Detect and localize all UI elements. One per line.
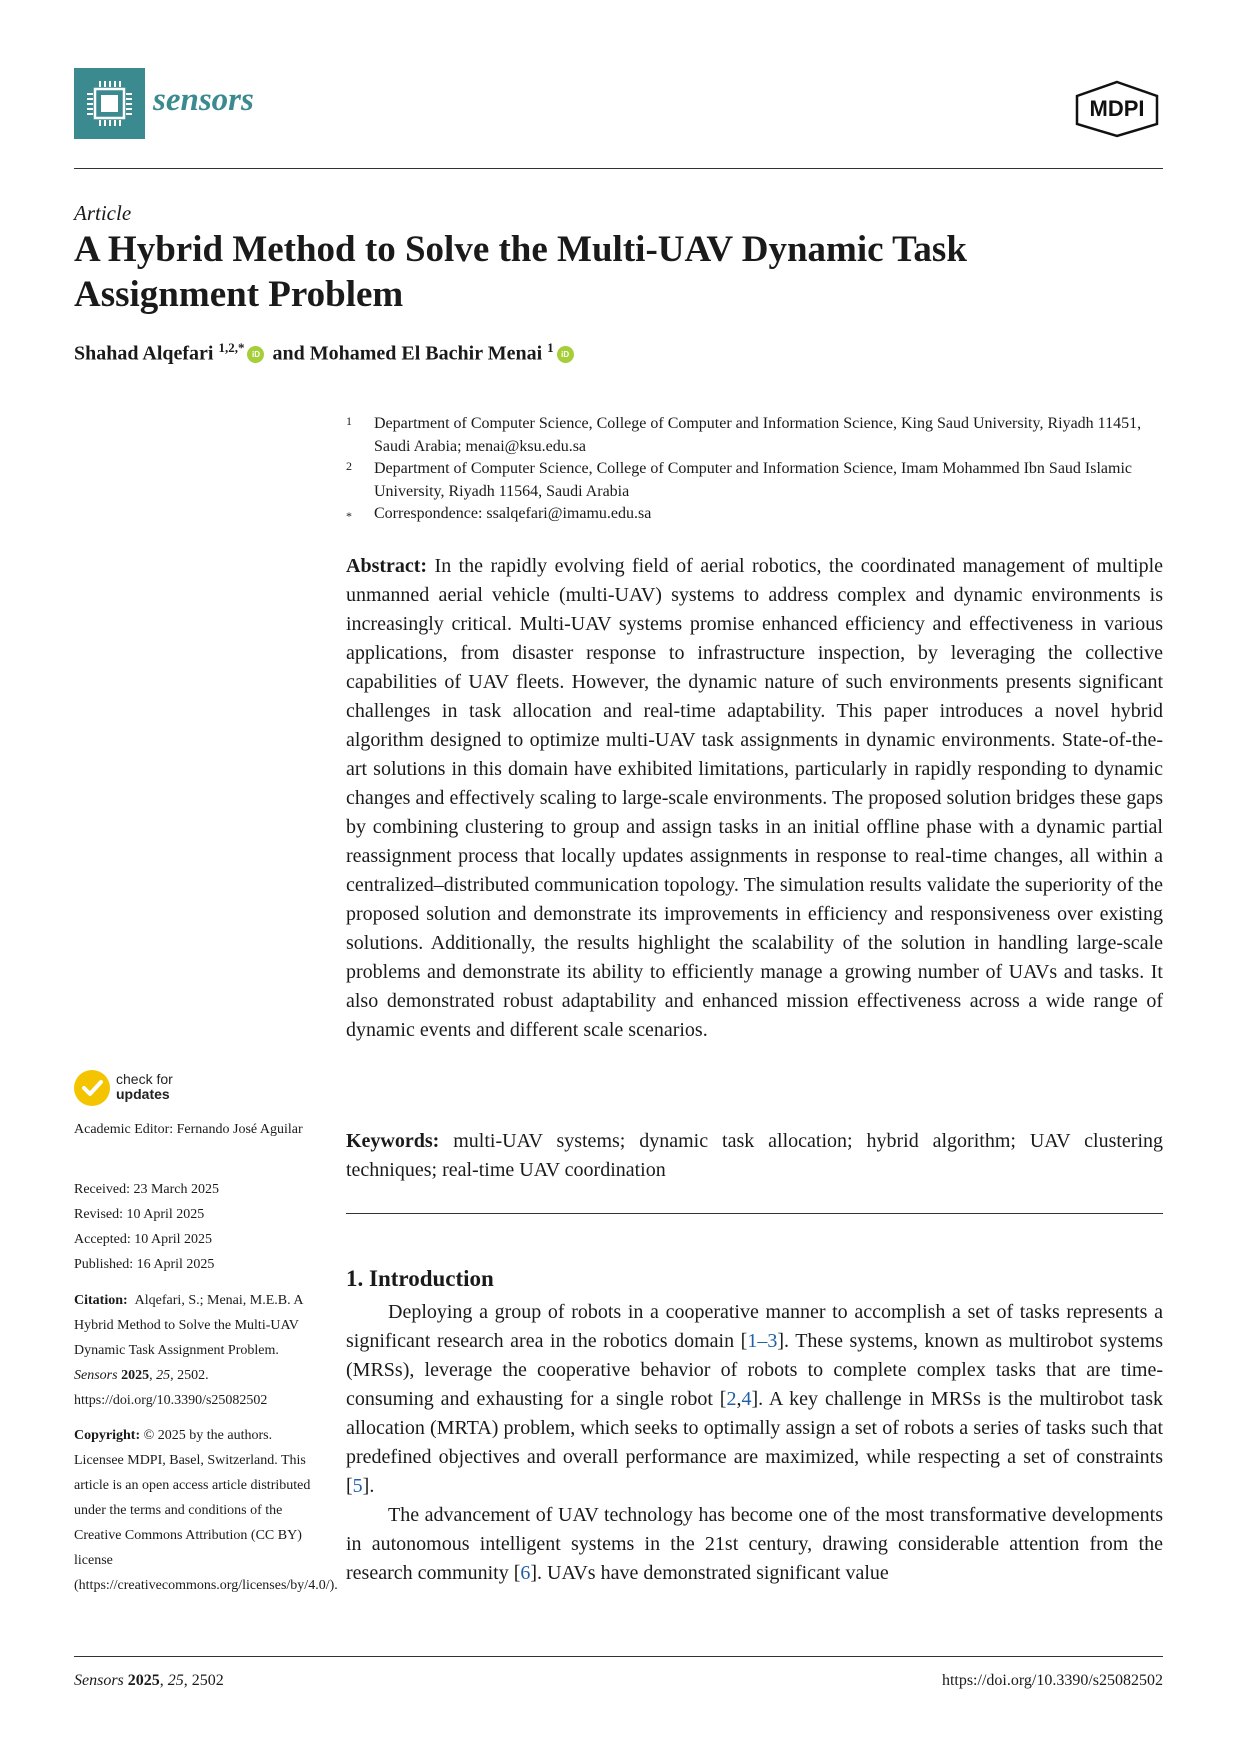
academic-editor: Academic Editor: Fernando José Aguilar	[74, 1122, 303, 1137]
affiliation-mark: *	[346, 509, 352, 523]
check-updates-line1: check for	[116, 1071, 173, 1087]
keywords-text: multi-UAV systems; dynamic task allocation; hybrid algorithm; UAV clustering techniques; real-time UAV coordination	[346, 1130, 1164, 1181]
author-list	[74, 340, 577, 366]
header-divider	[74, 168, 1163, 169]
journal-logo-icon	[74, 68, 145, 139]
keywords	[346, 1127, 1163, 1185]
affiliation-mark: 1	[346, 414, 352, 428]
citation-link[interactable]: 6	[520, 1562, 531, 1584]
paragraph: Deploying a group of robots in a cooperative manner to accomplish a set of tasks represents a significant research area in the robotics domain [1–3]. These systems, known as multirobot systems (MRSs), leverage the cooperative behavior of robots to complete complex tasks that are time-consuming and exhausting for a single robot [2,4]. A key challenge in MRSs is the multirobot task allocation (MRTA) problem, which seeks to optimally assign a set of robots a series of tasks such that predefined objectives and overall performance are maximized, while respecting a set of constraints [5].	[346, 1301, 1163, 1497]
affiliation-item	[346, 458, 1166, 503]
correspondence-text: Correspondence: ssalqefari@imamu.edu.sa	[374, 505, 652, 522]
footer-divider	[74, 1656, 1163, 1657]
mdpi-logo[interactable]	[1071, 80, 1163, 138]
abstract-text: In the rapidly evolving field of aerial robotics, the coordinated management of multiple unmanned aerial vehicle (multi-UAV) systems to address complex and dynamic environments is increasingly critical. Multi-UAV systems promise enhanced efficiency and effectiveness in various applications, from disaster response to infrastructure inspection, by leveraging the collective capabilities of UAV fleets. However, the dynamic nature of such environments presents significant challenges in task allocation and real-time adaptability. This paper introduces a novel hybrid algorithm designed to optimize multi-UAV task assignments in dynamic environments. State-of-the-art solutions in this domain have exhibited limitations, particularly in rapidly responding to dynamic changes and effectively scaling to large-scale environments. The proposed solution bridges these gaps by combining clustering to group and assign tasks in an initial offline phase with a dynamic partial reassignment process that locally updates assignments in response to real-time changes, all within a centralized–distributed communication topology. The simulation results validate the superiority of the proposed solution and demonstrate its improvements in efficiency and responsiveness over existing solutions. Additionally, the results highlight the scalability of the solution in handling large-scale problems and demonstrate its ability to efficiently manage a growing number of UAVs and tasks. It also demonstrated robust adaptability and enhanced mission effectiveness across a wide range of dynamic events and different scale scenarios.	[346, 555, 1163, 1041]
footer-doi-link[interactable]: https://doi.org/10.3390/s25082502	[941, 1672, 1163, 1689]
orcid-icon[interactable]: iD	[247, 346, 264, 363]
article-type: Article	[74, 201, 132, 225]
accepted-date: Accepted: 10 April 2025	[74, 1232, 213, 1247]
author-affiliation-marks: 1,2,*	[218, 340, 245, 355]
citation-link[interactable]: 4	[741, 1388, 752, 1410]
check-updates-line2: updates	[116, 1086, 170, 1102]
affiliation-mark: 2	[346, 459, 352, 473]
received-date: Received: 23 March 2025	[74, 1182, 220, 1197]
affiliation-text: Department of Computer Science, College of Computer and Information Science, King Saud University, Riyadh 11451, Saudi Arabia; menai@ksu.edu.sa	[374, 415, 1142, 455]
footer-citation: Sensors 2025, 25, 2502	[74, 1672, 224, 1689]
affiliation-item	[346, 503, 1166, 526]
author-separator: and	[272, 342, 305, 365]
citation-block: Citation: Alqefari, S.; Menai, M.E.B. A Hybrid Method to Solve the Multi-UAV Dynamic Task Assignment Problem. Sensors 2025, 25, 2502. https://doi.org/10.3390/s25082502	[74, 1293, 303, 1408]
citation-doi[interactable]: , 2502. https://doi.org/10.3390/s25082502	[74, 1368, 268, 1408]
author-affiliation-marks: 1	[547, 340, 554, 355]
revised-date: Revised: 10 April 2025	[74, 1207, 205, 1222]
citation-link[interactable]: 2	[726, 1388, 737, 1410]
journal-name[interactable]: sensors	[153, 82, 254, 118]
copyright-block	[74, 1423, 338, 1598]
published-date: Published: 16 April 2025	[74, 1257, 215, 1272]
check-icon	[74, 1070, 110, 1106]
citation-link[interactable]: 5	[352, 1475, 363, 1497]
article-title: A Hybrid Method to Solve the Multi-UAV Dynamic Task Assignment Problem	[74, 229, 967, 315]
affiliation-text: Department of Computer Science, College of Computer and Information Science, Imam Mohammed Ibn Saud Islamic University, Riyadh 11564, Saudi Arabia	[374, 460, 1133, 500]
section-divider	[346, 1213, 1163, 1214]
copyright-label: Copyright:	[74, 1428, 141, 1443]
introduction-body	[346, 1298, 1163, 1588]
citation-label: Citation:	[74, 1293, 128, 1308]
citation-link[interactable]: 1–3	[747, 1330, 778, 1352]
keywords-label: Keywords:	[346, 1130, 440, 1152]
author-name[interactable]: Shahad Alqefari	[74, 342, 214, 365]
orcid-icon[interactable]: iD	[557, 346, 574, 363]
publication-dates	[74, 1177, 324, 1277]
author-name[interactable]: Mohamed El Bachir Menai	[309, 342, 543, 365]
section-heading: 1. Introduction	[346, 1266, 494, 1291]
abstract	[346, 552, 1163, 1045]
mdpi-logo-text: MDPI	[1089, 96, 1145, 121]
affiliation-item	[346, 413, 1166, 458]
paragraph: The advancement of UAV technology has become one of the most transformative developments in autonomous intelligent systems in the 21st century, drawing considerable attention from the research community [6]. UAVs have demonstrated significant value	[346, 1504, 1163, 1584]
copyright-text: © 2025 by the authors. Licensee MDPI, Basel, Switzerland. This article is an open access article distributed under the terms and conditions of the Creative Commons Attribution (CC BY) license (https://creativecommons.org/licenses/by/4.0/).	[74, 1428, 338, 1593]
abstract-label: Abstract:	[346, 555, 428, 577]
